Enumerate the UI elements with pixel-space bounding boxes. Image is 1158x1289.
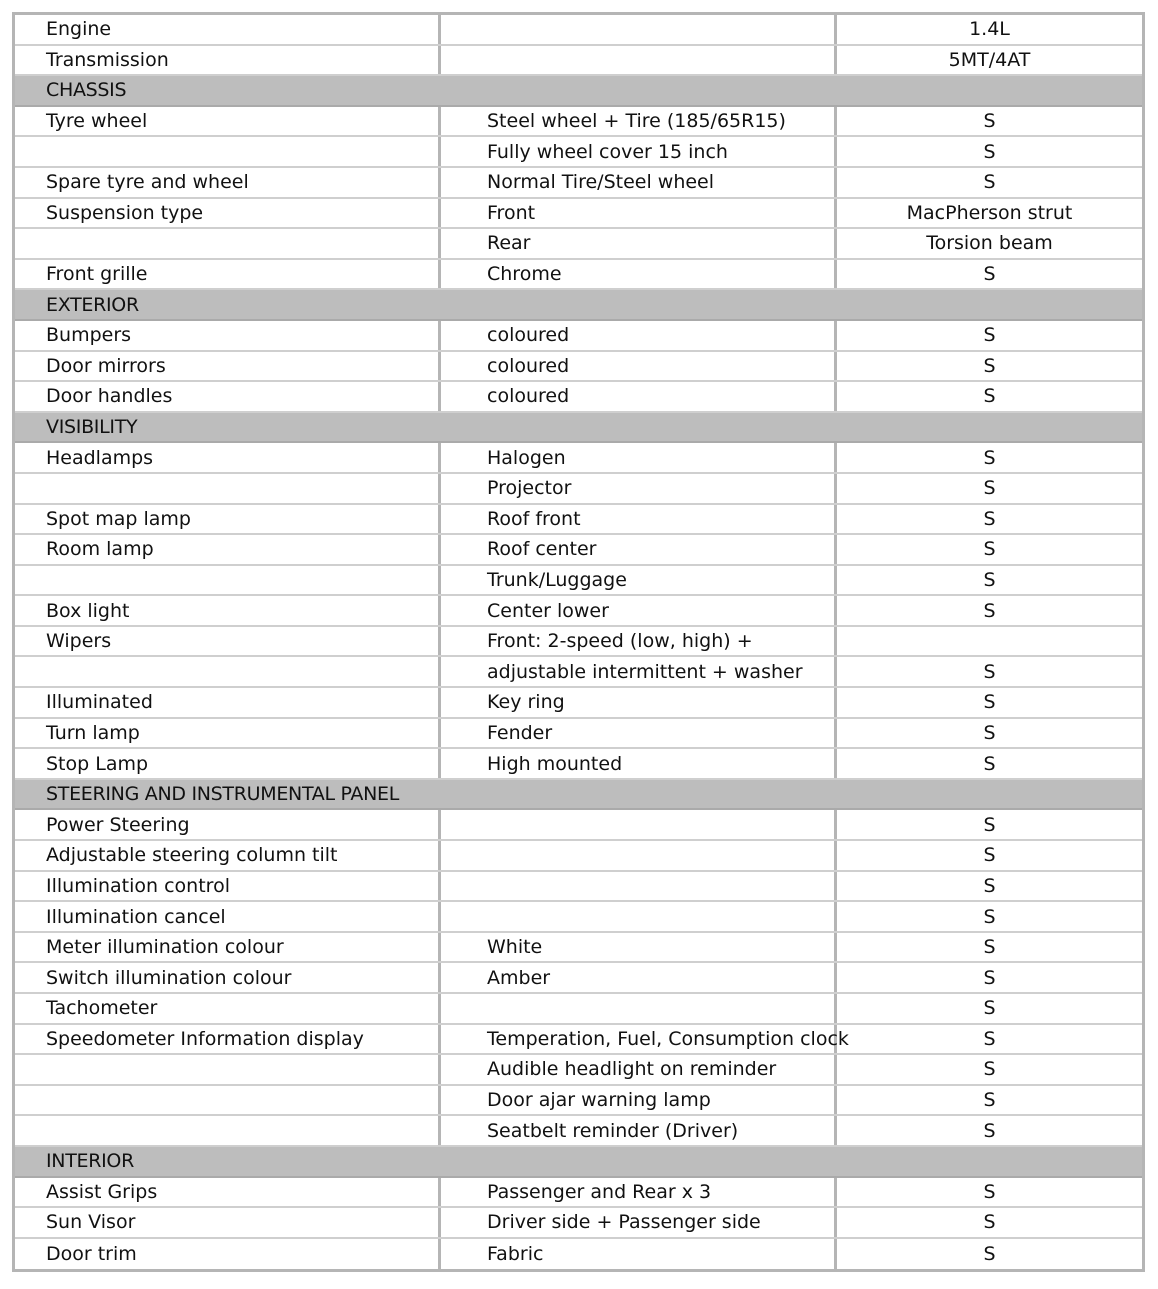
value-cell: MacPherson strut bbox=[906, 201, 1073, 224]
feature-cell: Switch illumination colour bbox=[15, 963, 441, 992]
value-cell: S bbox=[983, 721, 996, 744]
feature-cell: Meter illumination colour bbox=[15, 933, 441, 962]
value-cell: S bbox=[983, 538, 996, 561]
feature-cell: Spare tyre and wheel bbox=[15, 168, 441, 197]
value-cell: S bbox=[983, 660, 996, 683]
value-cell: S bbox=[983, 110, 996, 133]
option-cell: Chrome bbox=[441, 260, 837, 289]
value-cell: 5MT/4AT bbox=[948, 48, 1031, 71]
table-row bbox=[15, 872, 1142, 903]
option-cell: Audible headlight on reminder bbox=[441, 1055, 837, 1084]
option-cell: Roof center bbox=[441, 535, 837, 564]
feature-cell bbox=[15, 229, 441, 258]
value-cell: S bbox=[983, 1089, 996, 1112]
option-cell: Normal Tire/Steel wheel bbox=[441, 168, 837, 197]
table-row bbox=[15, 566, 1142, 597]
table-row bbox=[15, 994, 1142, 1025]
feature-cell: Room lamp bbox=[15, 535, 441, 564]
value-cell: S bbox=[983, 1211, 996, 1234]
option-cell bbox=[441, 902, 837, 931]
value-cell: S bbox=[983, 966, 996, 989]
value-cell: S bbox=[983, 385, 996, 408]
table-row bbox=[15, 1086, 1142, 1117]
feature-cell bbox=[15, 1116, 441, 1145]
option-cell bbox=[441, 46, 837, 75]
section-title: INTERIOR bbox=[46, 1150, 134, 1173]
value-cell: S bbox=[983, 1180, 996, 1203]
option-cell: White bbox=[441, 933, 837, 962]
option-cell bbox=[441, 15, 837, 44]
feature-cell bbox=[15, 1086, 441, 1115]
table-row bbox=[15, 321, 1142, 352]
table-row bbox=[15, 46, 1142, 77]
option-cell: Front bbox=[441, 199, 837, 228]
table-row bbox=[15, 1178, 1142, 1209]
value-cell: S bbox=[983, 691, 996, 714]
feature-cell: Door trim bbox=[15, 1239, 441, 1270]
table-row bbox=[15, 841, 1142, 872]
option-cell: Passenger and Rear x 3 bbox=[441, 1178, 837, 1207]
feature-cell: Front grille bbox=[15, 260, 441, 289]
section-header bbox=[15, 1147, 1142, 1178]
value-cell: S bbox=[983, 752, 996, 775]
option-cell: Door ajar warning lamp bbox=[441, 1086, 837, 1115]
section-title: STEERING AND INSTRUMENTAL PANEL bbox=[46, 783, 400, 806]
table-row bbox=[15, 1208, 1142, 1239]
option-cell bbox=[441, 872, 837, 901]
feature-cell: Headlamps bbox=[15, 443, 441, 472]
value-cell: S bbox=[983, 1119, 996, 1142]
value-cell: S bbox=[983, 324, 996, 347]
table-row bbox=[15, 963, 1142, 994]
feature-cell: Transmission bbox=[15, 46, 441, 75]
value-cell: S bbox=[983, 568, 996, 591]
option-cell: Projector bbox=[441, 474, 837, 503]
value-cell: S bbox=[983, 140, 996, 163]
feature-cell: Box light bbox=[15, 596, 441, 625]
feature-cell: Turn lamp bbox=[15, 719, 441, 748]
option-cell: Center lower bbox=[441, 596, 837, 625]
value-cell: S bbox=[983, 507, 996, 530]
feature-cell: Engine bbox=[15, 15, 441, 44]
value-cell: S bbox=[983, 446, 996, 469]
feature-cell: Door mirrors bbox=[15, 352, 441, 381]
value-cell: S bbox=[983, 844, 996, 867]
option-cell: High mounted bbox=[441, 749, 837, 778]
table-row bbox=[15, 657, 1142, 688]
table-row bbox=[15, 810, 1142, 841]
section-header bbox=[15, 290, 1142, 321]
value-cell: S bbox=[983, 263, 996, 286]
option-cell: coloured bbox=[441, 352, 837, 381]
option-cell: Key ring bbox=[441, 688, 837, 717]
table-row bbox=[15, 688, 1142, 719]
option-cell: Front: 2-speed (low, high) + bbox=[441, 627, 837, 656]
option-cell: Rear bbox=[441, 229, 837, 258]
table-row bbox=[15, 168, 1142, 199]
feature-cell bbox=[15, 137, 441, 166]
value-cell: S bbox=[983, 936, 996, 959]
value-cell: S bbox=[983, 1027, 996, 1050]
table-row bbox=[15, 1055, 1142, 1086]
feature-cell: Illumination cancel bbox=[15, 902, 441, 931]
table-row bbox=[15, 1025, 1142, 1056]
value-cell: S bbox=[983, 1243, 996, 1266]
option-cell: Fully wheel cover 15 inch bbox=[441, 137, 837, 166]
feature-cell: Suspension type bbox=[15, 199, 441, 228]
option-cell bbox=[441, 994, 837, 1023]
value-cell: S bbox=[983, 477, 996, 500]
table-row bbox=[15, 382, 1142, 413]
value-cell: S bbox=[983, 997, 996, 1020]
table-row bbox=[15, 443, 1142, 474]
option-cell: Seatbelt reminder (Driver) bbox=[441, 1116, 837, 1145]
section-title: EXTERIOR bbox=[46, 293, 139, 316]
option-cell: Roof front bbox=[441, 505, 837, 534]
option-cell: Halogen bbox=[441, 443, 837, 472]
value-cell bbox=[837, 627, 1142, 656]
table-row bbox=[15, 596, 1142, 627]
section-header bbox=[15, 780, 1142, 811]
feature-cell: Illumination control bbox=[15, 872, 441, 901]
value-cell: 1.4L bbox=[969, 18, 1010, 41]
table-row bbox=[15, 137, 1142, 168]
option-cell: coloured bbox=[441, 382, 837, 411]
section-title: CHASSIS bbox=[46, 79, 127, 102]
table-row bbox=[15, 902, 1142, 933]
feature-cell bbox=[15, 657, 441, 686]
value-cell: S bbox=[983, 874, 996, 897]
option-cell: Fender bbox=[441, 719, 837, 748]
option-cell: Driver side + Passenger side bbox=[441, 1208, 837, 1237]
value-cell: S bbox=[983, 599, 996, 622]
option-cell: Temperation, Fuel, Consumption clock bbox=[441, 1025, 837, 1054]
value-cell: Torsion beam bbox=[926, 232, 1053, 255]
table-row bbox=[15, 260, 1142, 291]
table-row bbox=[15, 352, 1142, 383]
value-cell: S bbox=[983, 813, 996, 836]
spec-table bbox=[12, 12, 1145, 1272]
feature-cell: Wipers bbox=[15, 627, 441, 656]
option-cell bbox=[441, 841, 837, 870]
value-cell: S bbox=[983, 354, 996, 377]
option-cell: Fabric bbox=[441, 1239, 837, 1270]
table-row bbox=[15, 229, 1142, 260]
option-cell: Amber bbox=[441, 963, 837, 992]
table-row bbox=[15, 107, 1142, 138]
feature-cell bbox=[15, 566, 441, 595]
feature-cell: Bumpers bbox=[15, 321, 441, 350]
feature-cell: Spot map lamp bbox=[15, 505, 441, 534]
feature-cell: Illuminated bbox=[15, 688, 441, 717]
feature-cell: Speedometer Information display bbox=[15, 1025, 441, 1054]
value-cell: S bbox=[983, 171, 996, 194]
option-cell: Trunk/Luggage bbox=[441, 566, 837, 595]
value-cell: S bbox=[983, 905, 996, 928]
feature-cell: Sun Visor bbox=[15, 1208, 441, 1237]
feature-cell: Door handles bbox=[15, 382, 441, 411]
table-row bbox=[15, 1239, 1142, 1270]
feature-cell: Tachometer bbox=[15, 994, 441, 1023]
section-title: VISIBILITY bbox=[46, 416, 138, 439]
table-row bbox=[15, 627, 1142, 658]
table-row bbox=[15, 474, 1142, 505]
table-row bbox=[15, 535, 1142, 566]
feature-cell bbox=[15, 1055, 441, 1084]
table-row bbox=[15, 749, 1142, 780]
option-cell: adjustable intermittent + washer bbox=[441, 657, 837, 686]
feature-cell: Power Steering bbox=[15, 810, 441, 839]
table-row bbox=[15, 933, 1142, 964]
value-cell: S bbox=[983, 1058, 996, 1081]
feature-cell: Adjustable steering column tilt bbox=[15, 841, 441, 870]
table-row bbox=[15, 505, 1142, 536]
table-row bbox=[15, 719, 1142, 750]
feature-cell: Stop Lamp bbox=[15, 749, 441, 778]
option-cell: Steel wheel + Tire (185/65R15) bbox=[441, 107, 837, 136]
section-header bbox=[15, 413, 1142, 444]
section-header bbox=[15, 76, 1142, 107]
feature-cell bbox=[15, 474, 441, 503]
table-row bbox=[15, 1116, 1142, 1147]
feature-cell: Tyre wheel bbox=[15, 107, 441, 136]
table-row bbox=[15, 199, 1142, 230]
option-cell bbox=[441, 810, 837, 839]
table-row bbox=[15, 15, 1142, 46]
feature-cell: Assist Grips bbox=[15, 1178, 441, 1207]
option-cell: coloured bbox=[441, 321, 837, 350]
